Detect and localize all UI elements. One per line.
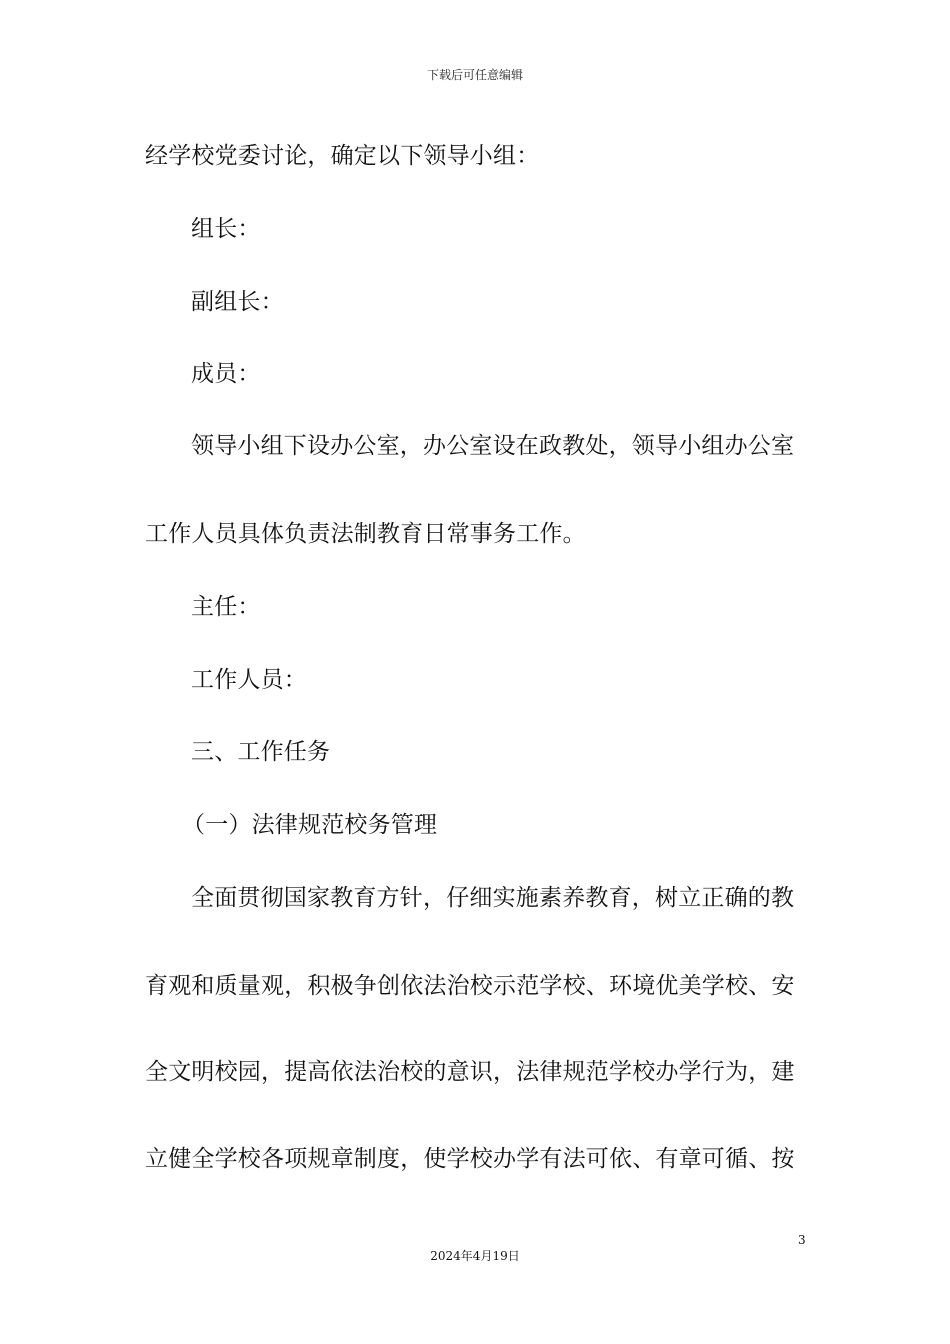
body-line: 工作人员：: [191, 667, 307, 693]
body-line: 主任：: [191, 594, 261, 620]
page-number: 3: [798, 1233, 806, 1247]
body-line: 全文明校园，提高依法治校的意识，法律规范学校办学行为，建: [145, 1059, 795, 1085]
body-line: 工作人员具体负责法制教育日常事务工作。: [145, 521, 586, 547]
body-line: 经学校党委讨论，确定以下领导小组：: [145, 143, 540, 169]
body-line: 育观和质量观，积极争创依法治校示范学校、环境优美学校、安: [145, 973, 795, 999]
body-line: 立健全学校各项规章制度，使学校办学有法可依、有章可循、按: [145, 1146, 795, 1172]
page-header: 下载后可任意编辑: [426, 68, 523, 82]
body-line: 组长：: [191, 216, 261, 242]
body-line: 副组长：: [191, 289, 284, 315]
section-heading: 三、工作任务: [191, 739, 331, 765]
body-line: 全面贯彻国家教育方针，仔细实施素养教育，树立正确的教: [191, 885, 795, 911]
body-line: 成员：: [191, 361, 261, 387]
footer-date: 2024年4月19日: [430, 1249, 520, 1263]
body-line: 领导小组下设办公室，办公室设在政教处，领导小组办公室: [191, 433, 795, 459]
subsection-heading: （一）法律规范校务管理: [182, 812, 438, 838]
